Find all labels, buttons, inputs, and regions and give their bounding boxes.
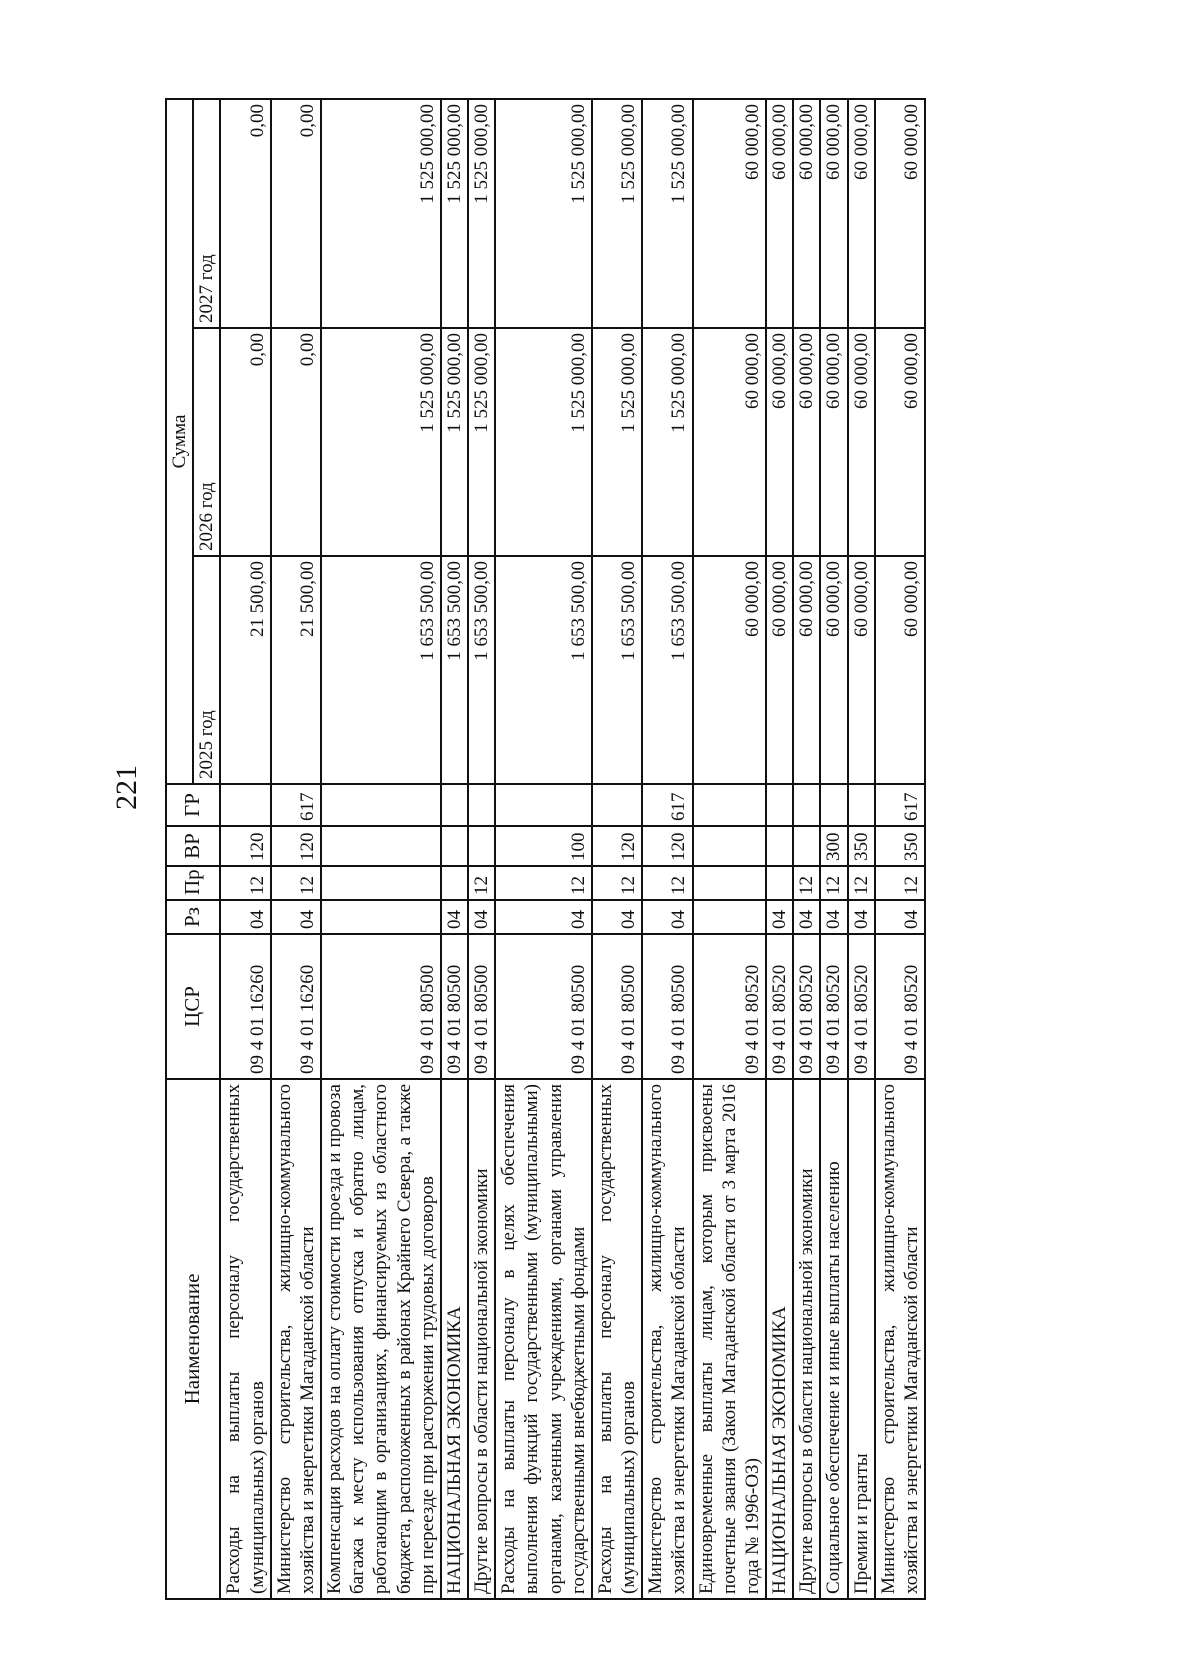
cell-vr <box>468 826 495 866</box>
cell-pr: 12 <box>495 866 592 900</box>
cell-name: Премии и гранты <box>848 1079 875 1599</box>
cell-2026: 60 000,00 <box>693 328 767 556</box>
cell-2025: 21 500,00 <box>271 556 321 784</box>
cell-gr <box>592 784 642 826</box>
cell-2025: 60 000,00 <box>820 556 847 784</box>
table-row <box>468 99 495 1599</box>
rotated-table-area <box>165 100 1055 1600</box>
cell-pr: 12 <box>793 866 820 900</box>
cell-csr: 09 4 01 80500 <box>642 934 692 1079</box>
cell-2026: 1 525 000,00 <box>642 328 692 556</box>
cell-2025: 21 500,00 <box>220 556 270 784</box>
cell-name: Министерство строительства, жилищно-коммунального хозяйства и энергетики Магаданской области <box>642 1079 692 1599</box>
cell-vr <box>766 826 793 866</box>
page-number: 221 <box>110 765 143 810</box>
cell-gr <box>793 784 820 826</box>
header-name: Наименование <box>166 1079 220 1599</box>
cell-pr: 12 <box>875 866 925 900</box>
cell-vr: 350 <box>848 826 875 866</box>
cell-gr <box>441 784 468 826</box>
cell-rz: 04 <box>592 900 642 934</box>
header-rz: Рз <box>166 900 220 934</box>
cell-rz: 04 <box>441 900 468 934</box>
cell-vr <box>793 826 820 866</box>
cell-csr: 09 4 01 16260 <box>271 934 321 1079</box>
cell-gr: 617 <box>642 784 692 826</box>
cell-2026: 60 000,00 <box>848 328 875 556</box>
cell-rz: 04 <box>766 900 793 934</box>
cell-2026: 60 000,00 <box>875 328 925 556</box>
cell-name: Расходы на выплаты персоналу государственных (муниципальных) органов <box>592 1079 642 1599</box>
cell-csr: 09 4 01 16260 <box>220 934 270 1079</box>
cell-2026: 1 525 000,00 <box>441 328 468 556</box>
cell-2026: 60 000,00 <box>793 328 820 556</box>
cell-rz: 04 <box>642 900 692 934</box>
cell-2026: 1 525 000,00 <box>321 328 441 556</box>
cell-pr: 12 <box>848 866 875 900</box>
budget-table <box>165 98 926 1600</box>
cell-rz: 04 <box>468 900 495 934</box>
cell-rz: 04 <box>271 900 321 934</box>
table-row <box>642 99 692 1599</box>
cell-name: Другие вопросы в области национальной экономики <box>793 1079 820 1599</box>
cell-gr: 617 <box>271 784 321 826</box>
cell-vr <box>321 826 441 866</box>
cell-name: Расходы на выплаты персоналу в целях обеспечения выполнения функций государственными (муниципальными) органами, казенными учреждениями, органами управления государственными внебюджетными фондами <box>495 1079 592 1599</box>
cell-2026: 0,00 <box>271 328 321 556</box>
cell-2025: 1 653 500,00 <box>441 556 468 784</box>
header-csr: ЦСР <box>166 934 220 1079</box>
cell-gr <box>220 784 270 826</box>
cell-name: Компенсация расходов на оплату стоимости проезда и провоза багажа к месту использования отпуска и обратно лицам, работающим в организациях, финансируемых из областного бюджета, расположенных в районах Крайнего Севера, а также при переезде при расторжении трудовых договоров <box>321 1079 441 1599</box>
cell-rz: 04 <box>875 900 925 934</box>
cell-name: Расходы на выплаты персоналу государственных (муниципальных) органов <box>220 1079 270 1599</box>
cell-rz: 04 <box>793 900 820 934</box>
cell-csr: 09 4 01 80500 <box>441 934 468 1079</box>
cell-csr: 09 4 01 80500 <box>468 934 495 1079</box>
cell-vr: 120 <box>220 826 270 866</box>
cell-name: Другие вопросы в области национальной экономики <box>468 1079 495 1599</box>
cell-gr <box>693 784 767 826</box>
cell-name: Единовременные выплаты лицам, которым присвоены почетные звания (Закон Магаданской области от 3 марта 2016 года № 1996-ОЗ) <box>693 1079 767 1599</box>
cell-csr: 09 4 01 80500 <box>495 934 592 1079</box>
cell-gr <box>321 784 441 826</box>
cell-csr: 09 4 01 80520 <box>875 934 925 1079</box>
table-row <box>271 99 321 1599</box>
cell-2026: 1 525 000,00 <box>495 328 592 556</box>
cell-csr: 09 4 01 80520 <box>848 934 875 1079</box>
table-row <box>693 99 767 1599</box>
cell-name: Социальное обеспечение и иные выплаты населению <box>820 1079 847 1599</box>
cell-rz <box>693 900 767 934</box>
cell-2027: 1 525 000,00 <box>592 99 642 328</box>
cell-csr: 09 4 01 80520 <box>793 934 820 1079</box>
cell-2027: 1 525 000,00 <box>468 99 495 328</box>
table-row <box>441 99 468 1599</box>
cell-pr <box>321 866 441 900</box>
table-row <box>592 99 642 1599</box>
cell-vr: 300 <box>820 826 847 866</box>
cell-pr <box>693 866 767 900</box>
header-2025: 2025 год <box>193 556 220 784</box>
header-sum: Сумма <box>166 99 193 784</box>
cell-2027: 60 000,00 <box>793 99 820 328</box>
cell-2026: 60 000,00 <box>820 328 847 556</box>
header-gr: ГР <box>166 784 220 826</box>
cell-2027: 0,00 <box>220 99 270 328</box>
table-row <box>875 99 925 1599</box>
cell-2025: 1 653 500,00 <box>468 556 495 784</box>
cell-pr: 12 <box>220 866 270 900</box>
cell-vr <box>441 826 468 866</box>
cell-2027: 60 000,00 <box>875 99 925 328</box>
header-row-top <box>166 99 193 1599</box>
cell-vr: 100 <box>495 826 592 866</box>
cell-2025: 60 000,00 <box>875 556 925 784</box>
cell-pr: 12 <box>271 866 321 900</box>
cell-gr <box>848 784 875 826</box>
cell-2027: 1 525 000,00 <box>441 99 468 328</box>
cell-2025: 1 653 500,00 <box>642 556 692 784</box>
cell-gr: 617 <box>875 784 925 826</box>
cell-gr <box>820 784 847 826</box>
cell-pr <box>441 866 468 900</box>
cell-pr: 12 <box>592 866 642 900</box>
cell-2025: 1 653 500,00 <box>321 556 441 784</box>
cell-2026: 0,00 <box>220 328 270 556</box>
table-row <box>766 99 793 1599</box>
cell-gr <box>468 784 495 826</box>
cell-2025: 1 653 500,00 <box>592 556 642 784</box>
cell-pr <box>766 866 793 900</box>
cell-csr: 09 4 01 80520 <box>820 934 847 1079</box>
cell-2027: 60 000,00 <box>693 99 767 328</box>
cell-2027: 1 525 000,00 <box>321 99 441 328</box>
cell-csr: 09 4 01 80520 <box>693 934 767 1079</box>
cell-rz <box>321 900 441 934</box>
cell-gr <box>766 784 793 826</box>
cell-name: НАЦИОНАЛЬНАЯ ЭКОНОМИКА <box>441 1079 468 1599</box>
cell-vr: 120 <box>592 826 642 866</box>
cell-rz: 04 <box>495 900 592 934</box>
cell-rz: 04 <box>820 900 847 934</box>
cell-name: НАЦИОНАЛЬНАЯ ЭКОНОМИКА <box>766 1079 793 1599</box>
cell-pr: 12 <box>820 866 847 900</box>
header-2027: 2027 год <box>193 99 220 328</box>
cell-2027: 0,00 <box>271 99 321 328</box>
cell-2025: 60 000,00 <box>766 556 793 784</box>
cell-vr: 120 <box>642 826 692 866</box>
cell-2025: 1 653 500,00 <box>495 556 592 784</box>
header-pr: Пр <box>166 866 220 900</box>
cell-2027: 1 525 000,00 <box>642 99 692 328</box>
table-row <box>848 99 875 1599</box>
header-vr: ВР <box>166 826 220 866</box>
cell-2026: 1 525 000,00 <box>592 328 642 556</box>
cell-2025: 60 000,00 <box>693 556 767 784</box>
table-row <box>495 99 592 1599</box>
cell-2025: 60 000,00 <box>793 556 820 784</box>
cell-vr: 350 <box>875 826 925 866</box>
table-row <box>820 99 847 1599</box>
cell-rz: 04 <box>220 900 270 934</box>
table-row <box>321 99 441 1599</box>
cell-2027: 60 000,00 <box>820 99 847 328</box>
cell-vr: 120 <box>271 826 321 866</box>
cell-2025: 60 000,00 <box>848 556 875 784</box>
cell-rz: 04 <box>848 900 875 934</box>
header-2026: 2026 год <box>193 328 220 556</box>
cell-2026: 1 525 000,00 <box>468 328 495 556</box>
cell-name: Министерство строительства, жилищно-коммунального хозяйства и энергетики Магаданской области <box>875 1079 925 1599</box>
cell-gr <box>495 784 592 826</box>
cell-pr: 12 <box>642 866 692 900</box>
cell-2027: 1 525 000,00 <box>495 99 592 328</box>
cell-pr: 12 <box>468 866 495 900</box>
table-row <box>793 99 820 1599</box>
table-row <box>220 99 270 1599</box>
cell-csr: 09 4 01 80520 <box>766 934 793 1079</box>
cell-csr: 09 4 01 80500 <box>592 934 642 1079</box>
cell-name: Министерство строительства, жилищно-коммунального хозяйства и энергетики Магаданской области <box>271 1079 321 1599</box>
cell-2027: 60 000,00 <box>848 99 875 328</box>
cell-vr <box>693 826 767 866</box>
cell-2026: 60 000,00 <box>766 328 793 556</box>
cell-2027: 60 000,00 <box>766 99 793 328</box>
cell-csr: 09 4 01 80500 <box>321 934 441 1079</box>
